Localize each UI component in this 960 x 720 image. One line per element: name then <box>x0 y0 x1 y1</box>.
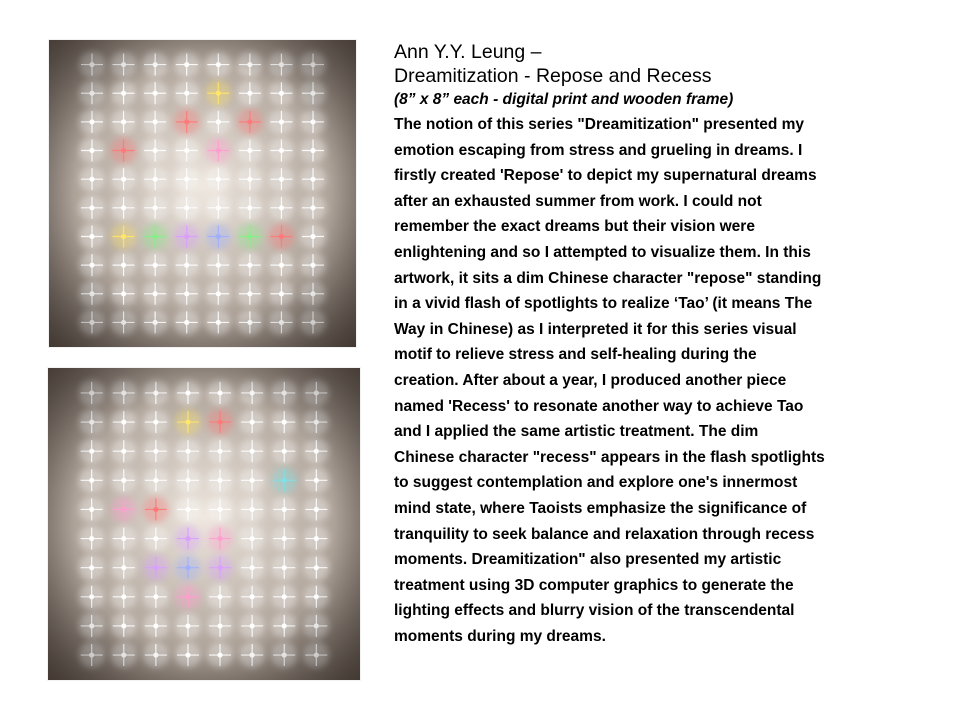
description-line: lighting effects and blurry vision of the transcendental <box>394 602 795 620</box>
description-line: The notion of this series "Dreamitization" presented my <box>394 116 805 133</box>
description-line: motif to relieve stress and self-healing during the <box>394 346 757 364</box>
series-description <box>394 112 914 649</box>
artwork-spec: (8” x 8” each - digital print and wooden frame) <box>394 91 734 108</box>
description-line: in a vivid flash of spotlights to realize ‘Tao’ (it means The <box>394 295 813 313</box>
description-line: treatment using 3D computer graphics to generate the <box>394 576 794 594</box>
artwork-repose <box>49 40 356 347</box>
description-line: mind state, where Taoists emphasize the significance of <box>394 499 807 517</box>
repose-image <box>49 40 356 347</box>
description-line: Way in Chinese) as I interpreted it for this series visual <box>394 320 797 338</box>
description-line: after an exhausted summer from work. I could not <box>394 192 762 210</box>
description-line: remember the exact dreams but their vision were <box>394 218 755 236</box>
recess-image <box>48 368 360 680</box>
artist-name: Ann Y.Y. Leung – <box>394 41 542 63</box>
description-line: artwork, it sits a dim Chinese character "repose" standing <box>394 269 822 287</box>
description-line: named 'Recess' to resonate another way to achieve Tao <box>394 397 804 415</box>
artwork-recess <box>48 368 360 680</box>
description-line: emotion escaping from stress and grueling in dreams. I <box>394 141 803 159</box>
description-line: Chinese character "recess" appears in the flash spotlights <box>394 448 825 466</box>
description-line: and I applied the same artistic treatment. The dim <box>394 423 759 441</box>
description-line: to suggest contemplation and explore one's innermost <box>394 474 798 492</box>
description-line: moments. Dreamitization" also presented my artistic <box>394 551 782 569</box>
series-title: Dreamitization - Repose and Recess <box>394 65 712 87</box>
caption-panel <box>394 40 914 649</box>
description-line: tranquility to seek balance and relaxation through recess <box>394 525 815 543</box>
description-line: creation. After about a year, I produced another piece <box>394 371 787 389</box>
description-line: firstly created 'Repose' to depict my supernatural dreams <box>394 167 817 185</box>
description-line: enlightening and so I attempted to visualize them. In this <box>394 243 811 261</box>
description-line: moments during my dreams. <box>394 627 606 645</box>
